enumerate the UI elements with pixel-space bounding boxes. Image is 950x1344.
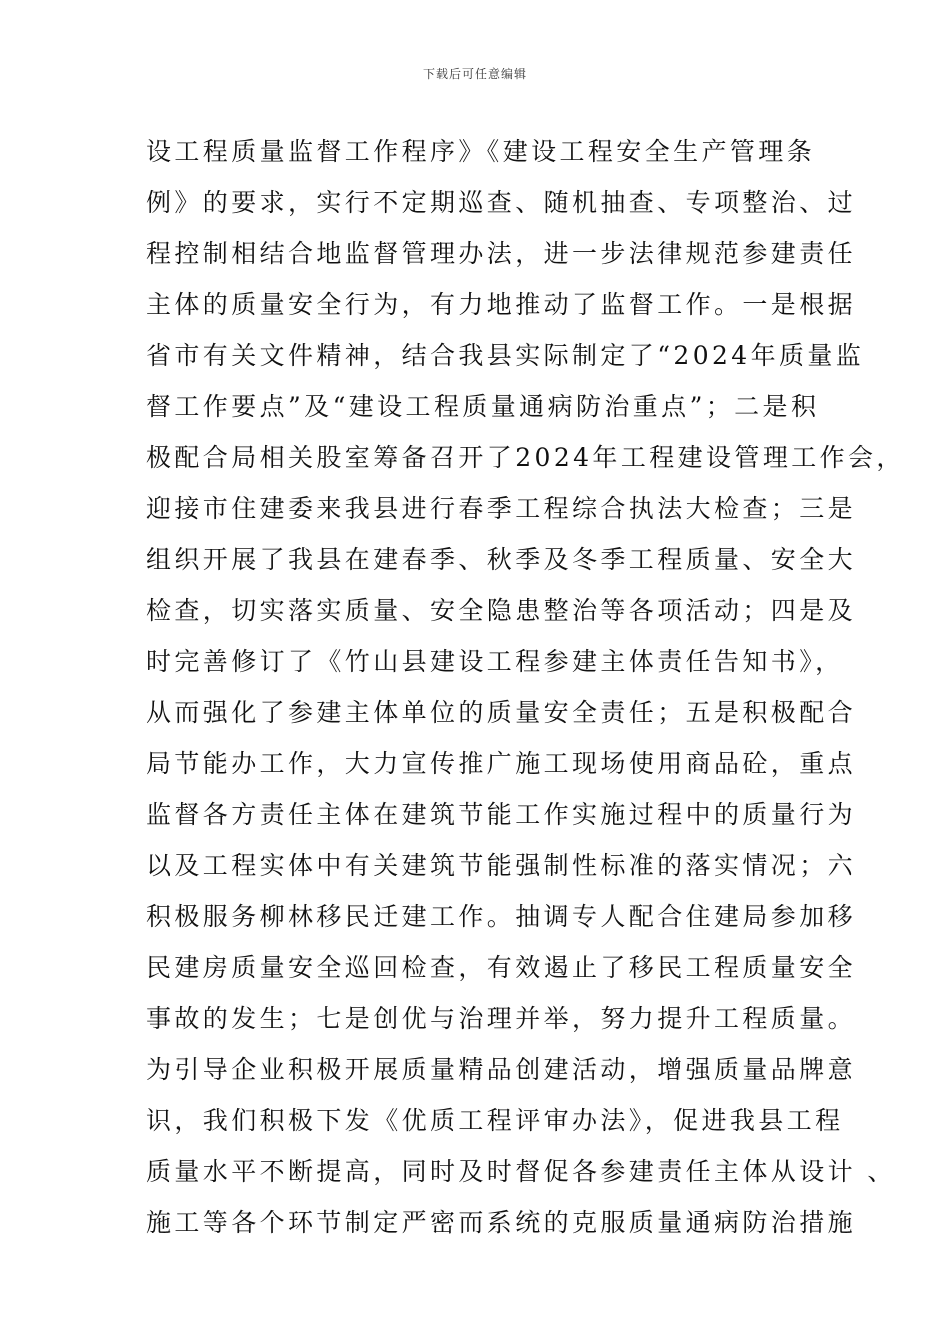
body-line: 质量水平不断提高，同时及时督促各参建责任主体从设计 、 — [146, 1157, 896, 1186]
body-line: 以及工程实体中有关建筑节能强制性标准的落实情况；六 — [146, 851, 857, 880]
body-line: 识，我们积极下发《优质工程评审办法》，促进我县工程 — [146, 1106, 844, 1135]
body-line: 设工程质量监督工作程序》《建设工程安全生产管理条 — [146, 137, 816, 166]
body-line: 迎接市住建委来我县进行春季工程综合执法大检查；三是 — [146, 494, 857, 523]
body-line: 积极服务柳林移民迁建工作。抽调专人配合住建局参加移 — [146, 902, 857, 931]
body-text — [146, 126, 905, 1248]
body-line: 程控制相结合地监督管理办法，进一步法律规范参建责任 — [146, 239, 857, 268]
body-line: 事故的发生；七是创优与治理并举，努力提升工程质量。 — [146, 1004, 857, 1033]
body-line: 民建房质量安全巡回检查，有效遏止了移民工程质量安全 — [146, 953, 857, 982]
body-line: 督工作要点”及“建设工程质量通病防治重点”；二是积 — [146, 392, 820, 421]
body-line: 省市有关文件精神，结合我县实际制定了“2024年质量监 — [146, 341, 865, 370]
body-line: 极配合局相关股室筹备召开了2024年工程建设管理工作会， — [146, 443, 905, 472]
page-header: 下载后可任意编辑 — [422, 67, 527, 81]
body-line: 监督各方责任主体在建筑节能工作实施过程中的质量行为 — [146, 800, 857, 829]
body-line: 为引导企业积极开展质量精品创建活动，增强质量品牌意 — [146, 1055, 857, 1084]
body-line: 时完善修订了《竹山县建设工程参建主体责任告知书》， — [146, 647, 844, 676]
body-line: 例》的要求，实行不定期巡查、随机抽查、专项整治、过 — [146, 188, 857, 217]
body-line: 局节能办工作，大力宣传推广施工现场使用商品砼，重点 — [146, 749, 857, 778]
body-line: 组织开展了我县在建春季、秋季及冬季工程质量、安全大 — [146, 545, 857, 574]
body-line: 检查，切实落实质量、安全隐患整治等各项活动；四是及 — [146, 596, 857, 625]
body-line: 施工等各个环节制定严密而系统的克服质量通病防治措施 — [146, 1208, 857, 1237]
body-line: 主体的质量安全行为，有力地推动了监督工作。一是根据 — [146, 290, 857, 319]
body-line: 从而强化了参建主体单位的质量安全责任；五是积极配合 — [146, 698, 857, 727]
